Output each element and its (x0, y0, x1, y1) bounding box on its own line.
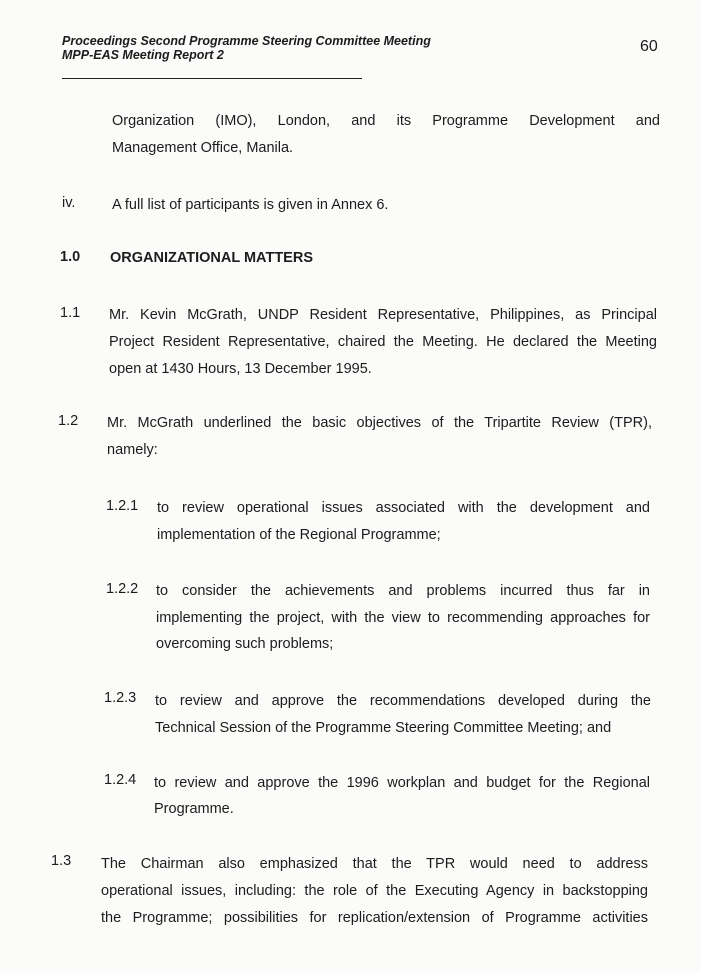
paragraph-line: The Chairman also emphasized that the TPR would need to address (101, 856, 648, 872)
paragraph-line: namely: (107, 442, 158, 458)
paragraph-number: 1.3 (51, 853, 72, 869)
sub-item-number: 1.2.4 (104, 772, 137, 788)
sub-item-number: 1.2.3 (104, 690, 137, 706)
sub-item-line: overcoming such problems; (156, 636, 334, 652)
sub-item-line: Programme. (154, 801, 234, 817)
paragraph-line: Management Office, Manila. (112, 140, 294, 156)
sub-item-line: to review operational issues associated with the development and (157, 500, 650, 516)
sub-item-line: implementing the project, with the view to recommending approaches for (156, 610, 650, 626)
section-title: ORGANIZATIONAL MATTERS (110, 250, 313, 266)
sub-item-number: 1.2.1 (106, 498, 139, 514)
paragraph-line: A full list of participants is given in Annex 6. (112, 197, 389, 213)
paragraph-number: 1.1 (60, 305, 81, 321)
sub-item-line: to consider the achievements and problems incurred thus far in (156, 583, 650, 599)
paragraph-line: operational issues, including: the role of the Executing Agency in backstopping (101, 883, 648, 899)
sub-item-line: to review and approve the recommendations developed during the (155, 693, 651, 709)
running-header-report: MPP-EAS Meeting Report 2 (62, 48, 224, 62)
paragraph-line: Mr. McGrath underlined the basic objectives of the Tripartite Review (TPR), (107, 415, 652, 431)
paragraph-line: open at 1430 Hours, 13 December 1995. (109, 361, 372, 377)
paragraph-number: 1.2 (58, 413, 79, 429)
running-header-title: Proceedings Second Programme Steering Committee Meeting (62, 34, 431, 48)
item-number: iv. (62, 195, 76, 211)
paragraph-line: Organization (IMO), London, and its Programme Development and (112, 113, 660, 129)
sub-item-line: Technical Session of the Programme Steering Committee Meeting; and (155, 720, 612, 736)
section-number: 1.0 (60, 249, 81, 265)
paragraph-line: Mr. Kevin McGrath, UNDP Resident Representative, Philippines, as Principal (109, 307, 657, 323)
page-number: 60 (640, 38, 658, 55)
sub-item-line: implementation of the Regional Programme; (157, 527, 441, 543)
header-rule (62, 78, 362, 79)
paragraph-line: the Programme; possibilities for replication/extension of Programme activities (101, 910, 648, 926)
sub-item-number: 1.2.2 (106, 581, 139, 597)
paragraph-line: Project Resident Representative, chaired the Meeting. He declared the Meeting (109, 334, 657, 350)
sub-item-line: to review and approve the 1996 workplan and budget for the Regional (154, 775, 650, 791)
